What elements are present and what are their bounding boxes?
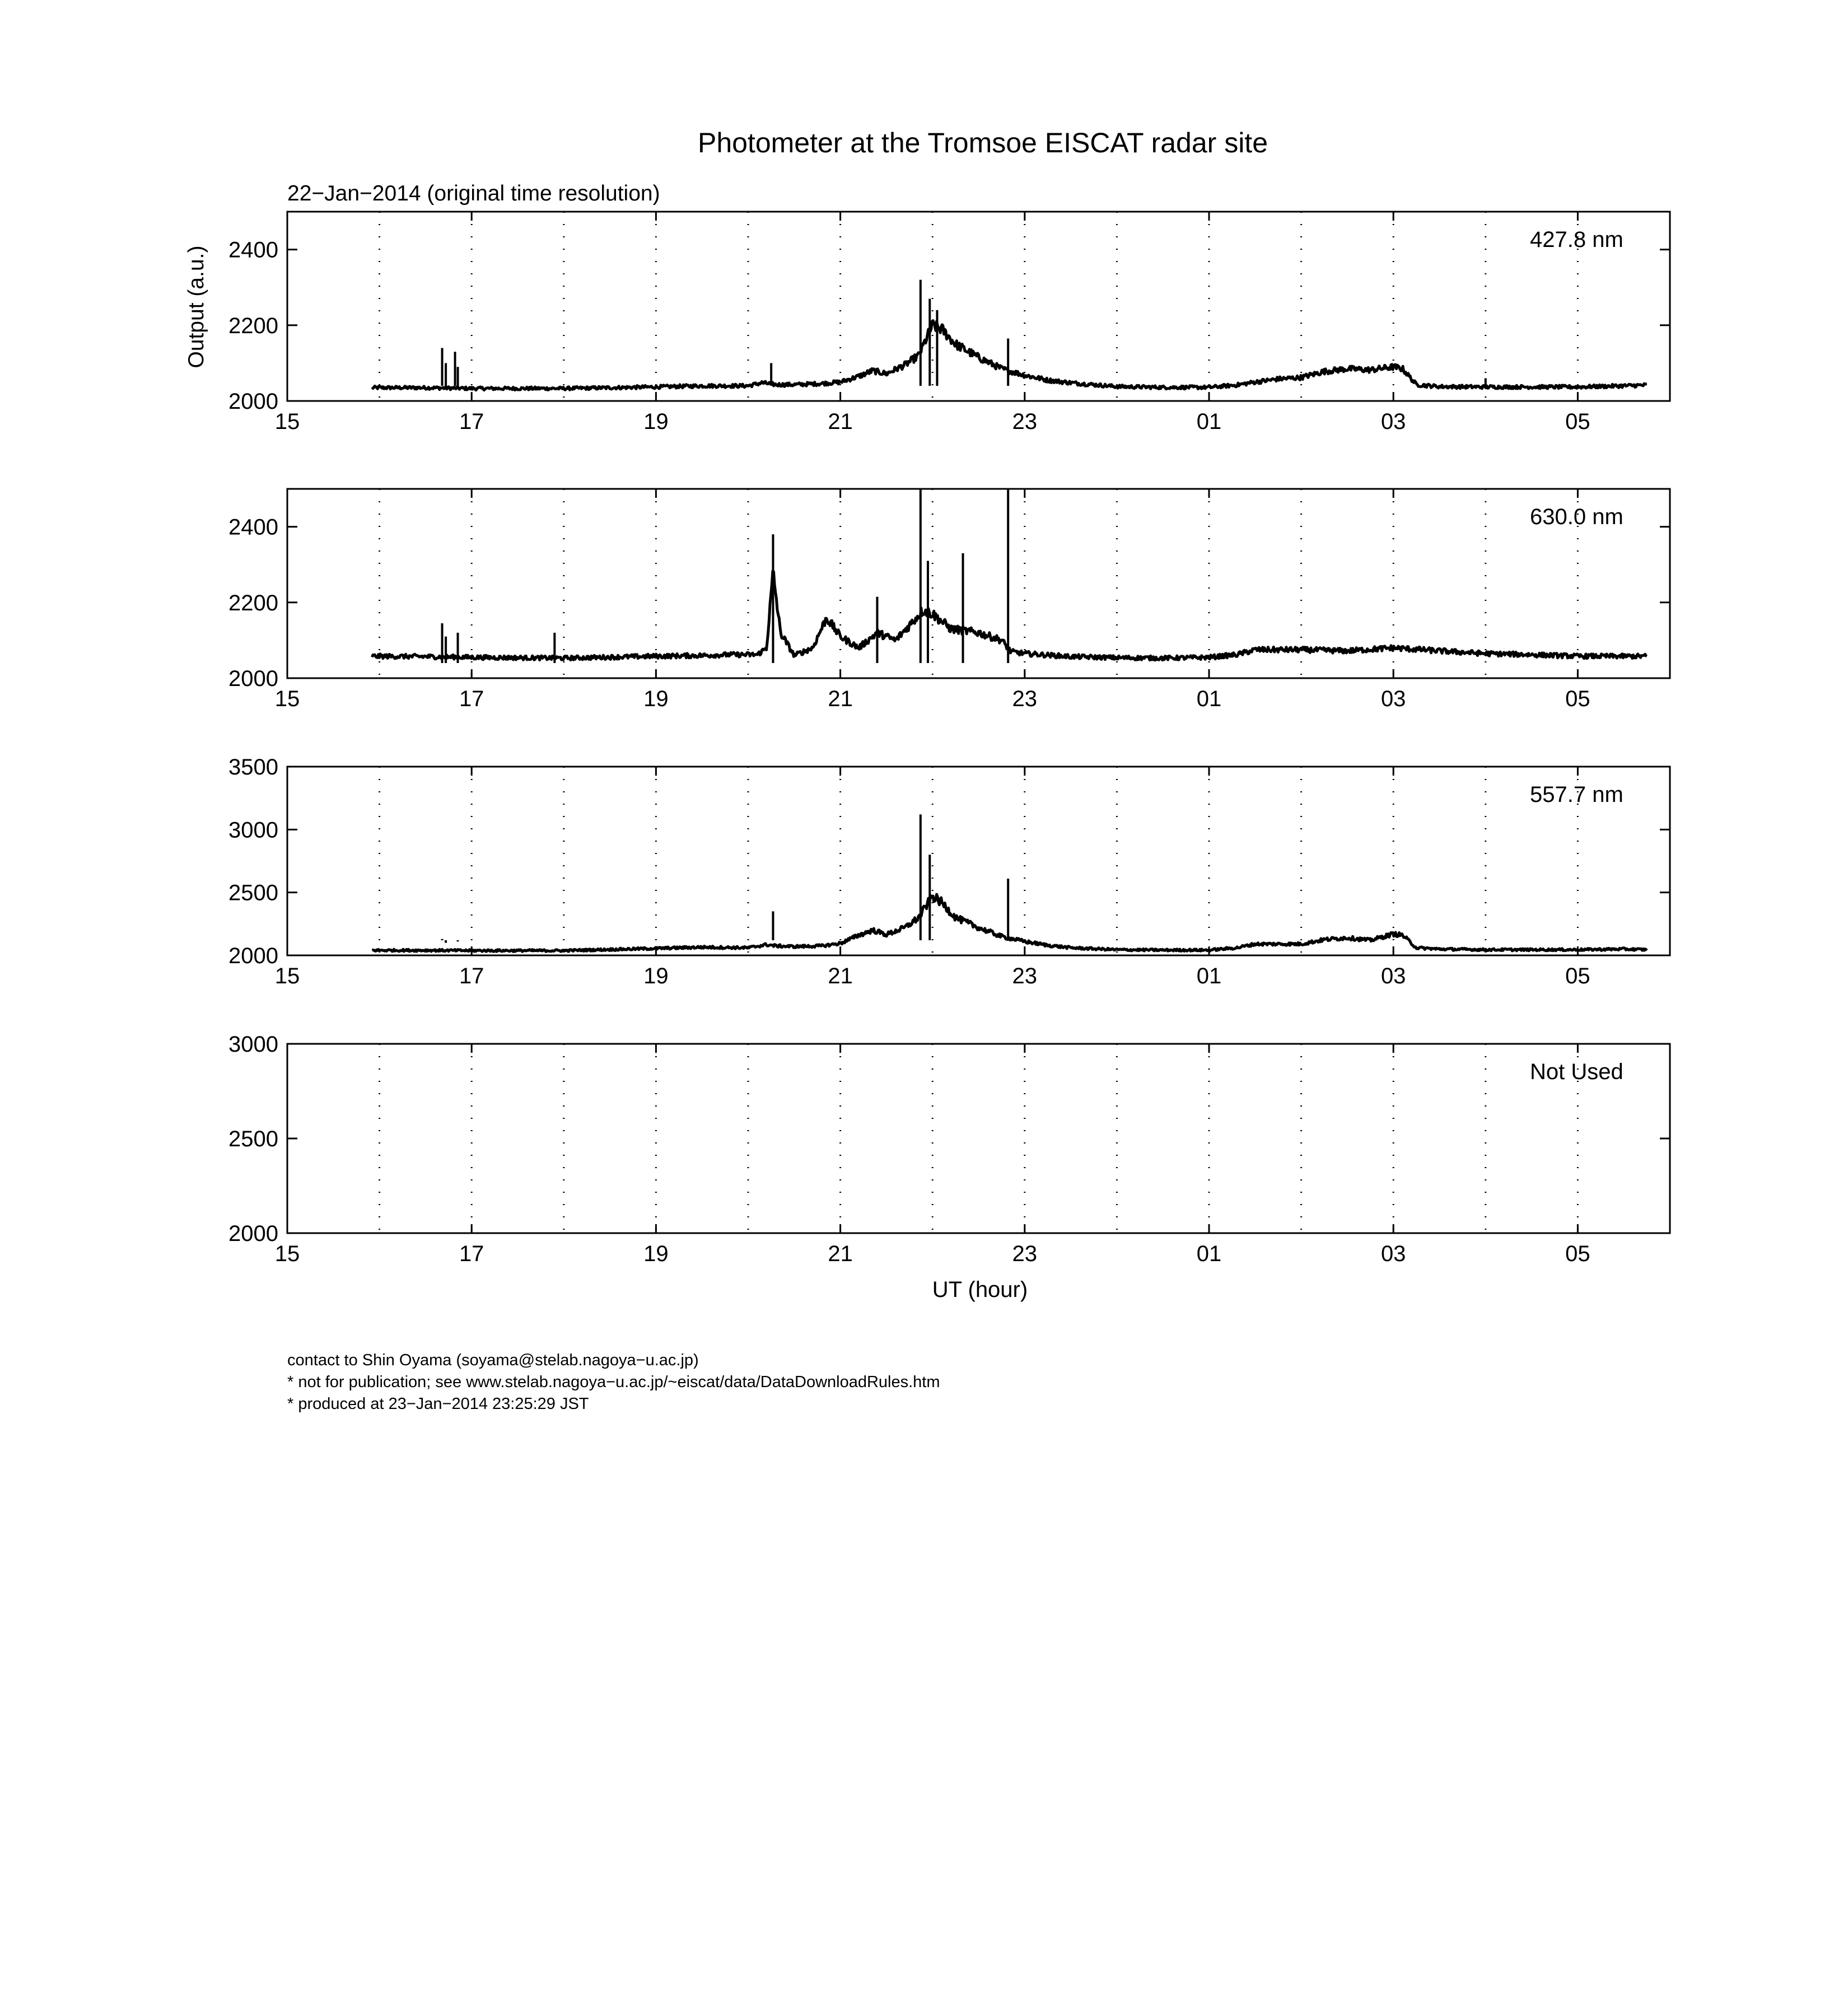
x-tick-label: 21 [828, 409, 853, 434]
x-tick-label: 01 [1196, 687, 1222, 711]
y-tick-label: 2000 [228, 1221, 278, 1246]
x-tick-label: 01 [1196, 964, 1222, 988]
plot-frame [287, 489, 1670, 678]
x-tick-label: 03 [1380, 687, 1406, 711]
x-tick-label: 05 [1565, 687, 1590, 711]
x-tick-label: 19 [643, 409, 669, 434]
panel-2 [228, 755, 1670, 988]
x-tick-label: 23 [1012, 964, 1038, 988]
x-tick-label: 17 [459, 687, 484, 711]
x-tick-label: 17 [459, 964, 484, 988]
x-tick-label: 01 [1196, 409, 1222, 434]
y-tick-label: 2400 [228, 237, 278, 263]
y-tick-label: 3000 [228, 818, 278, 843]
y-tick-label: 3000 [228, 1032, 278, 1057]
plot-frame [287, 1044, 1670, 1233]
figure-subtitle: 22−Jan−2014 (original time resolution) [287, 181, 660, 206]
x-tick-label: 15 [274, 964, 300, 988]
footer-publication-note: * not for publication; see www.stelab.nagoya−u.ac.jp/~eiscat/data/DataDownloadRules.htm [287, 1373, 940, 1391]
y-tick-label: 2000 [228, 944, 278, 968]
y-tick-label: 2000 [228, 389, 278, 414]
y-tick-label: 2200 [228, 590, 278, 615]
panel-label: 630.0 nm [1530, 505, 1623, 529]
x-tick-label: 05 [1565, 964, 1590, 988]
panel-label: 427.8 nm [1530, 227, 1623, 252]
footer-notes [287, 1350, 940, 1415]
x-tick-label: 15 [274, 1242, 300, 1266]
series-line [372, 321, 1646, 390]
y-tick-label: 2400 [228, 515, 278, 540]
x-tick-label: 05 [1565, 1242, 1590, 1266]
y-tick-label: 3500 [228, 755, 278, 780]
x-tick-label: 23 [1012, 409, 1038, 434]
panel-label: Not Used [1530, 1060, 1623, 1084]
figure-title: Photometer at the Tromsoe EISCAT radar site [697, 127, 1268, 158]
x-tick-label: 21 [828, 964, 853, 988]
plot-frame [287, 212, 1670, 401]
x-tick-label: 03 [1380, 964, 1406, 988]
y-tick-label: 2000 [228, 666, 278, 691]
x-tick-label: 15 [274, 409, 300, 434]
y-tick-label: 2200 [228, 313, 278, 338]
panel-1 [228, 489, 1670, 711]
panel-label: 557.7 nm [1530, 782, 1623, 807]
x-tick-label: 17 [459, 409, 484, 434]
x-tick-label: 17 [459, 1242, 484, 1266]
chart-panels [228, 212, 1670, 1266]
x-axis-label: UT (hour) [932, 1277, 1028, 1302]
x-tick-label: 15 [274, 687, 300, 711]
x-tick-label: 05 [1565, 409, 1590, 434]
x-tick-label: 19 [643, 964, 669, 988]
x-tick-label: 23 [1012, 687, 1038, 711]
y-tick-label: 2500 [228, 880, 278, 906]
footer-contact: contact to Shin Oyama (soyama@stelab.nagoya−u.ac.jp) [287, 1351, 699, 1369]
x-tick-label: 21 [828, 687, 853, 711]
y-axis-label: Output (a.u.) [184, 245, 208, 368]
x-tick-label: 19 [643, 1242, 669, 1266]
x-tick-label: 03 [1380, 409, 1406, 434]
panel-3 [228, 1032, 1670, 1266]
series-line [372, 571, 1646, 660]
footer-produced-timestamp: * produced at 23−Jan−2014 23:25:29 JST [287, 1395, 589, 1413]
x-tick-label: 01 [1196, 1242, 1222, 1266]
y-tick-label: 2500 [228, 1127, 278, 1151]
panel-0 [228, 212, 1670, 434]
x-tick-label: 19 [643, 687, 669, 711]
x-tick-label: 03 [1380, 1242, 1406, 1266]
x-tick-label: 23 [1012, 1242, 1038, 1266]
x-tick-label: 21 [828, 1242, 853, 1266]
